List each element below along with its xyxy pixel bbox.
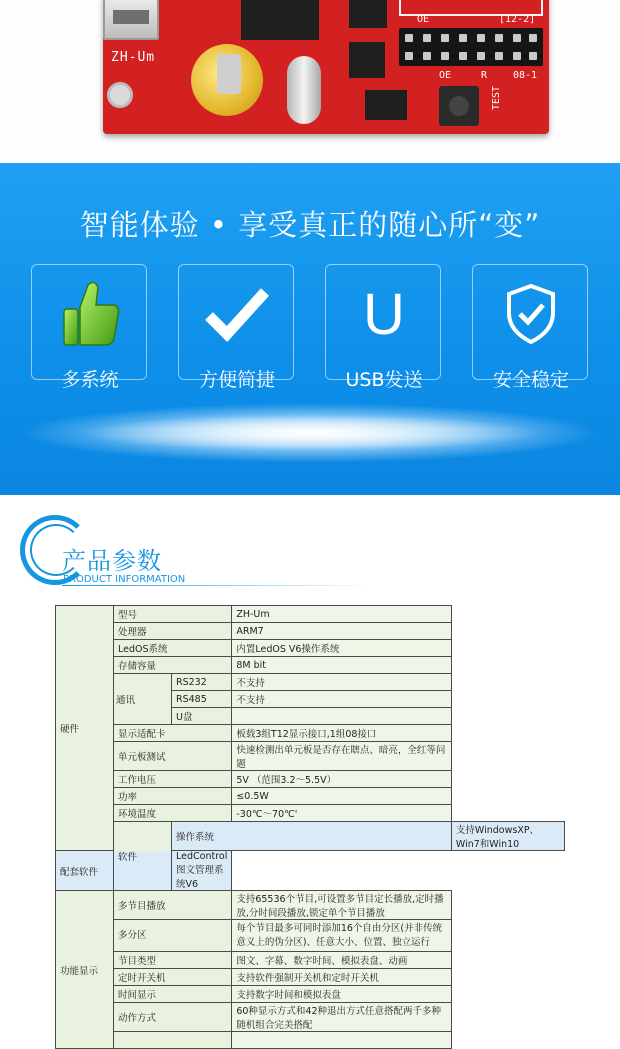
- spec-key: 动作方式: [114, 1003, 232, 1032]
- table-row: [56, 969, 565, 986]
- silk-r: R: [481, 70, 488, 81]
- feature-card-convenient: [178, 264, 294, 391]
- spec-key: 环境温度: [114, 805, 232, 822]
- spec-value: 支持软件强制开关机和定时开关机: [232, 969, 452, 986]
- info-subtitle: PRODUCT INFORMATION: [63, 574, 186, 585]
- group-function: 功能显示: [56, 891, 114, 1049]
- feature-label: 方便简捷: [198, 369, 275, 391]
- product-board-photo: [0, 0, 620, 163]
- shield-check-icon: [473, 277, 589, 351]
- spec-value: -30℃～70℃': [232, 805, 452, 822]
- feature-card-secure: [472, 264, 588, 391]
- spec-value: 内置LedOS V6操作系统: [232, 640, 452, 657]
- spec-value: ARM7: [232, 623, 452, 640]
- spec-value: 支持WindowsXP、Win7和Win10: [451, 822, 564, 851]
- feature-card-usb: [325, 264, 441, 391]
- spec-value: 不支持: [232, 674, 452, 691]
- main-chip: [241, 0, 319, 40]
- spec-key-comm: 通讯: [114, 674, 172, 725]
- table-row: [56, 822, 565, 851]
- spec-value: 每个节目最多可同时添加16个自由分区(并非传统意义上的伪分区)、任意大小、位置、独立运行: [232, 920, 452, 952]
- silk-oe-top: OE: [417, 14, 430, 25]
- spec-key: U盘: [172, 708, 232, 725]
- spec-key: 多分区: [114, 920, 232, 952]
- spec-value: 支持数字时间和模拟表盘: [232, 986, 452, 1003]
- spec-value: 快速检测出单元板是否存在瞎点、暗亮，全红等问题: [232, 742, 452, 771]
- table-row: [56, 771, 565, 788]
- spec-key: 功率: [114, 788, 232, 805]
- table-row: [56, 805, 565, 822]
- control-card-pcb: [103, 0, 549, 134]
- table-row: [56, 1003, 565, 1032]
- spec-value: 5V （范围3.2～5.5V）: [232, 771, 452, 788]
- spec-key: 操作系统: [172, 822, 452, 851]
- thumbs-up-icon: [32, 277, 148, 351]
- info-title: 产品参数: [62, 547, 162, 575]
- spec-key: 处理器: [114, 623, 232, 640]
- table-row: [56, 623, 565, 640]
- spec-value: ZH-Um: [232, 606, 452, 623]
- spec-value: ≤0.5W: [232, 788, 452, 805]
- spec-key: 显示适配卡: [114, 725, 232, 742]
- spec-key: 定时开关机: [114, 969, 232, 986]
- divider: [62, 585, 372, 586]
- test-button: [439, 86, 479, 126]
- spec-key: RS485: [172, 691, 232, 708]
- mounting-hole: [107, 82, 133, 108]
- usb-port: [103, 0, 159, 40]
- spec-value: 板载3组T12显示接口,1组08接口: [232, 725, 452, 742]
- feature-banner: [0, 163, 620, 495]
- coin-battery: [191, 44, 263, 116]
- pin-header: [399, 28, 543, 66]
- banner-slogan: 智能体验 • 享受真正的随心所“变”: [79, 208, 541, 242]
- spec-value: LedControl图文管理系统V6: [172, 851, 232, 891]
- spec-key: 多节目播放: [114, 891, 232, 920]
- chip: [365, 90, 407, 120]
- table-row: [56, 606, 565, 623]
- spec-key: 型号: [114, 606, 232, 623]
- usb-letter: U: [363, 281, 405, 347]
- spec-key: 存储容量: [114, 657, 232, 674]
- product-info-section: [0, 495, 620, 1031]
- spec-key: RS232: [172, 674, 232, 691]
- table-row: [56, 657, 565, 674]
- spec-key: 工作电压: [114, 771, 232, 788]
- spec-value: 图文、字幕、数字时间、模拟表盘、动画: [232, 952, 452, 969]
- spec-value: 不支持: [232, 691, 452, 708]
- table-row: [56, 920, 565, 952]
- board-model-label: ZH-Um: [111, 50, 156, 65]
- crystal-oscillator: [287, 56, 321, 124]
- chip: [349, 42, 385, 78]
- table-row: [56, 952, 565, 969]
- spec-key: 时间显示: [114, 986, 232, 1003]
- spec-value: 支持65536个节目,可设置多节目定长播放,定时播放,分时间段播放,锁定单个节目播放: [232, 891, 452, 920]
- checkmark-icon: [179, 277, 295, 351]
- silk-oe-bottom: OE: [439, 70, 452, 81]
- spec-key: LedOS系统: [114, 640, 232, 657]
- usb-letter-icon: [326, 277, 442, 351]
- spec-value: 8M bit: [232, 657, 452, 674]
- spec-value: [232, 708, 452, 725]
- table-row: [56, 788, 565, 805]
- spec-value: 60种显示方式和42种退出方式任意搭配两千多种随机组合完美搭配: [232, 1003, 452, 1032]
- table-row: [56, 725, 565, 742]
- feature-row: [31, 264, 591, 391]
- group-hardware: 硬件: [56, 606, 114, 851]
- spec-key: 单元板测试: [114, 742, 232, 771]
- group-software: 软件: [114, 822, 172, 891]
- chip: [349, 0, 387, 28]
- feature-label: 安全稳定: [492, 369, 569, 391]
- water-splash: [60, 413, 560, 449]
- silk-12-2: [12-2]: [499, 14, 536, 25]
- feature-card-multi-system: [31, 264, 147, 391]
- table-row: [56, 891, 565, 920]
- table-row: [56, 674, 565, 691]
- feature-label: 多系统: [61, 369, 119, 391]
- silk-08-1: 08-1: [513, 70, 538, 81]
- spec-table: [55, 605, 565, 1049]
- feature-label: USB发送: [345, 369, 423, 391]
- spec-key: 节目类型: [114, 952, 232, 969]
- test-label: TEST: [491, 86, 502, 111]
- table-row: [56, 640, 565, 657]
- spec-key: 配套软件: [56, 851, 172, 891]
- table-row: [56, 986, 565, 1003]
- table-row: [56, 1032, 565, 1049]
- table-row: [56, 742, 565, 771]
